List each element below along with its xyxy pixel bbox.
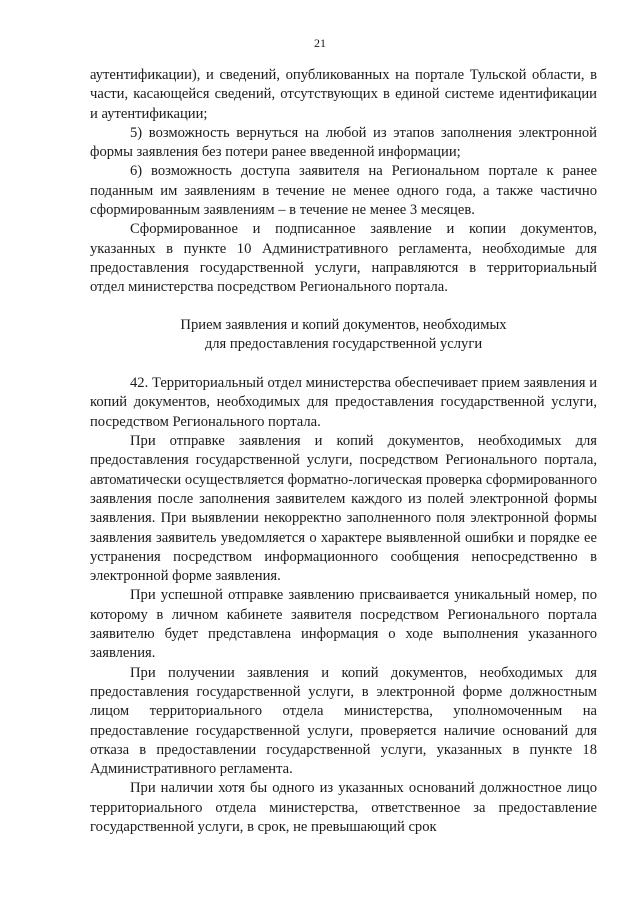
section-heading	[90, 316, 597, 355]
paragraph-item-5: 5) возможность вернуться на любой из этапов заполнения электронной формы заявления без потери ранее введенной информации;	[90, 124, 597, 161]
document-body	[90, 66, 597, 837]
paragraph-unique-number: При успешной отправке заявлению присваивается уникальный номер, по которому в личном кабинете заявителя посредством Регионального портала заявителю будет представлена информация о ходе выполнения указанного заявления.	[90, 587, 597, 662]
paragraph-formed-application: Сформированное и подписанное заявление и копии документов, указанных в пункте 10 Административного регламента, необходимые для предоставления государственной услуги, направляются в территориальный отдел министерства посредством Регионального портала.	[90, 221, 597, 296]
paragraph-refusal-grounds: При наличии хотя бы одного из указанных оснований должностное лицо территориального отдела министерства, ответственное за предоставление государственной услуги, в срок, не превышающий срок	[90, 780, 597, 835]
paragraph-42: 42. Территориальный отдел министерства обеспечивает прием заявления и копий документов, необходимых для предоставления государственной услуги, посредством Регионального портала.	[90, 375, 597, 430]
section-heading-line-1: Прием заявления и копий документов, необходимых	[180, 316, 507, 333]
section-heading-line-2: для предоставления государственной услуги	[204, 335, 483, 352]
paragraph-receipt-check: При получении заявления и копий документов, необходимых для предоставления государственной услуги, в электронной форме должностным лицом территориального отдела министерства, уполномоченным на предоставление государственной услуги, проверяется наличие оснований для отказа в предоставлении государственной услуги, указанных в пункте 18 Административного регламента.	[90, 664, 597, 778]
page-number: 21	[314, 36, 326, 50]
paragraph-continuation: аутентификации), и сведений, опубликованных на портале Тульской области, в части, касающейся сведений, отсутствующих в единой системе идентификации и аутентификации;	[90, 67, 597, 122]
paragraph-item-6: 6) возможность доступа заявителя на Региональном портале к ранее поданным им заявлениям в течение не менее одного года, а также частично сформированным заявлениям – в течение не менее 3 месяцев.	[90, 163, 597, 219]
paragraph-format-check: При отправке заявления и копий документов, необходимых для предоставления государственной услуги, посредством Регионального портала, автоматически осуществляется форматно-логическая проверка сформированного заявления после заполнения заявителем каждого из полей электронной формы заявления. При выявлении некорректно заполненного поля электронной формы заявления заявитель уведомляется о характере выявленной ошибки и порядке ее устранения посредством информационного сообщения непосредственно в электронной форме заявления.	[90, 433, 597, 585]
